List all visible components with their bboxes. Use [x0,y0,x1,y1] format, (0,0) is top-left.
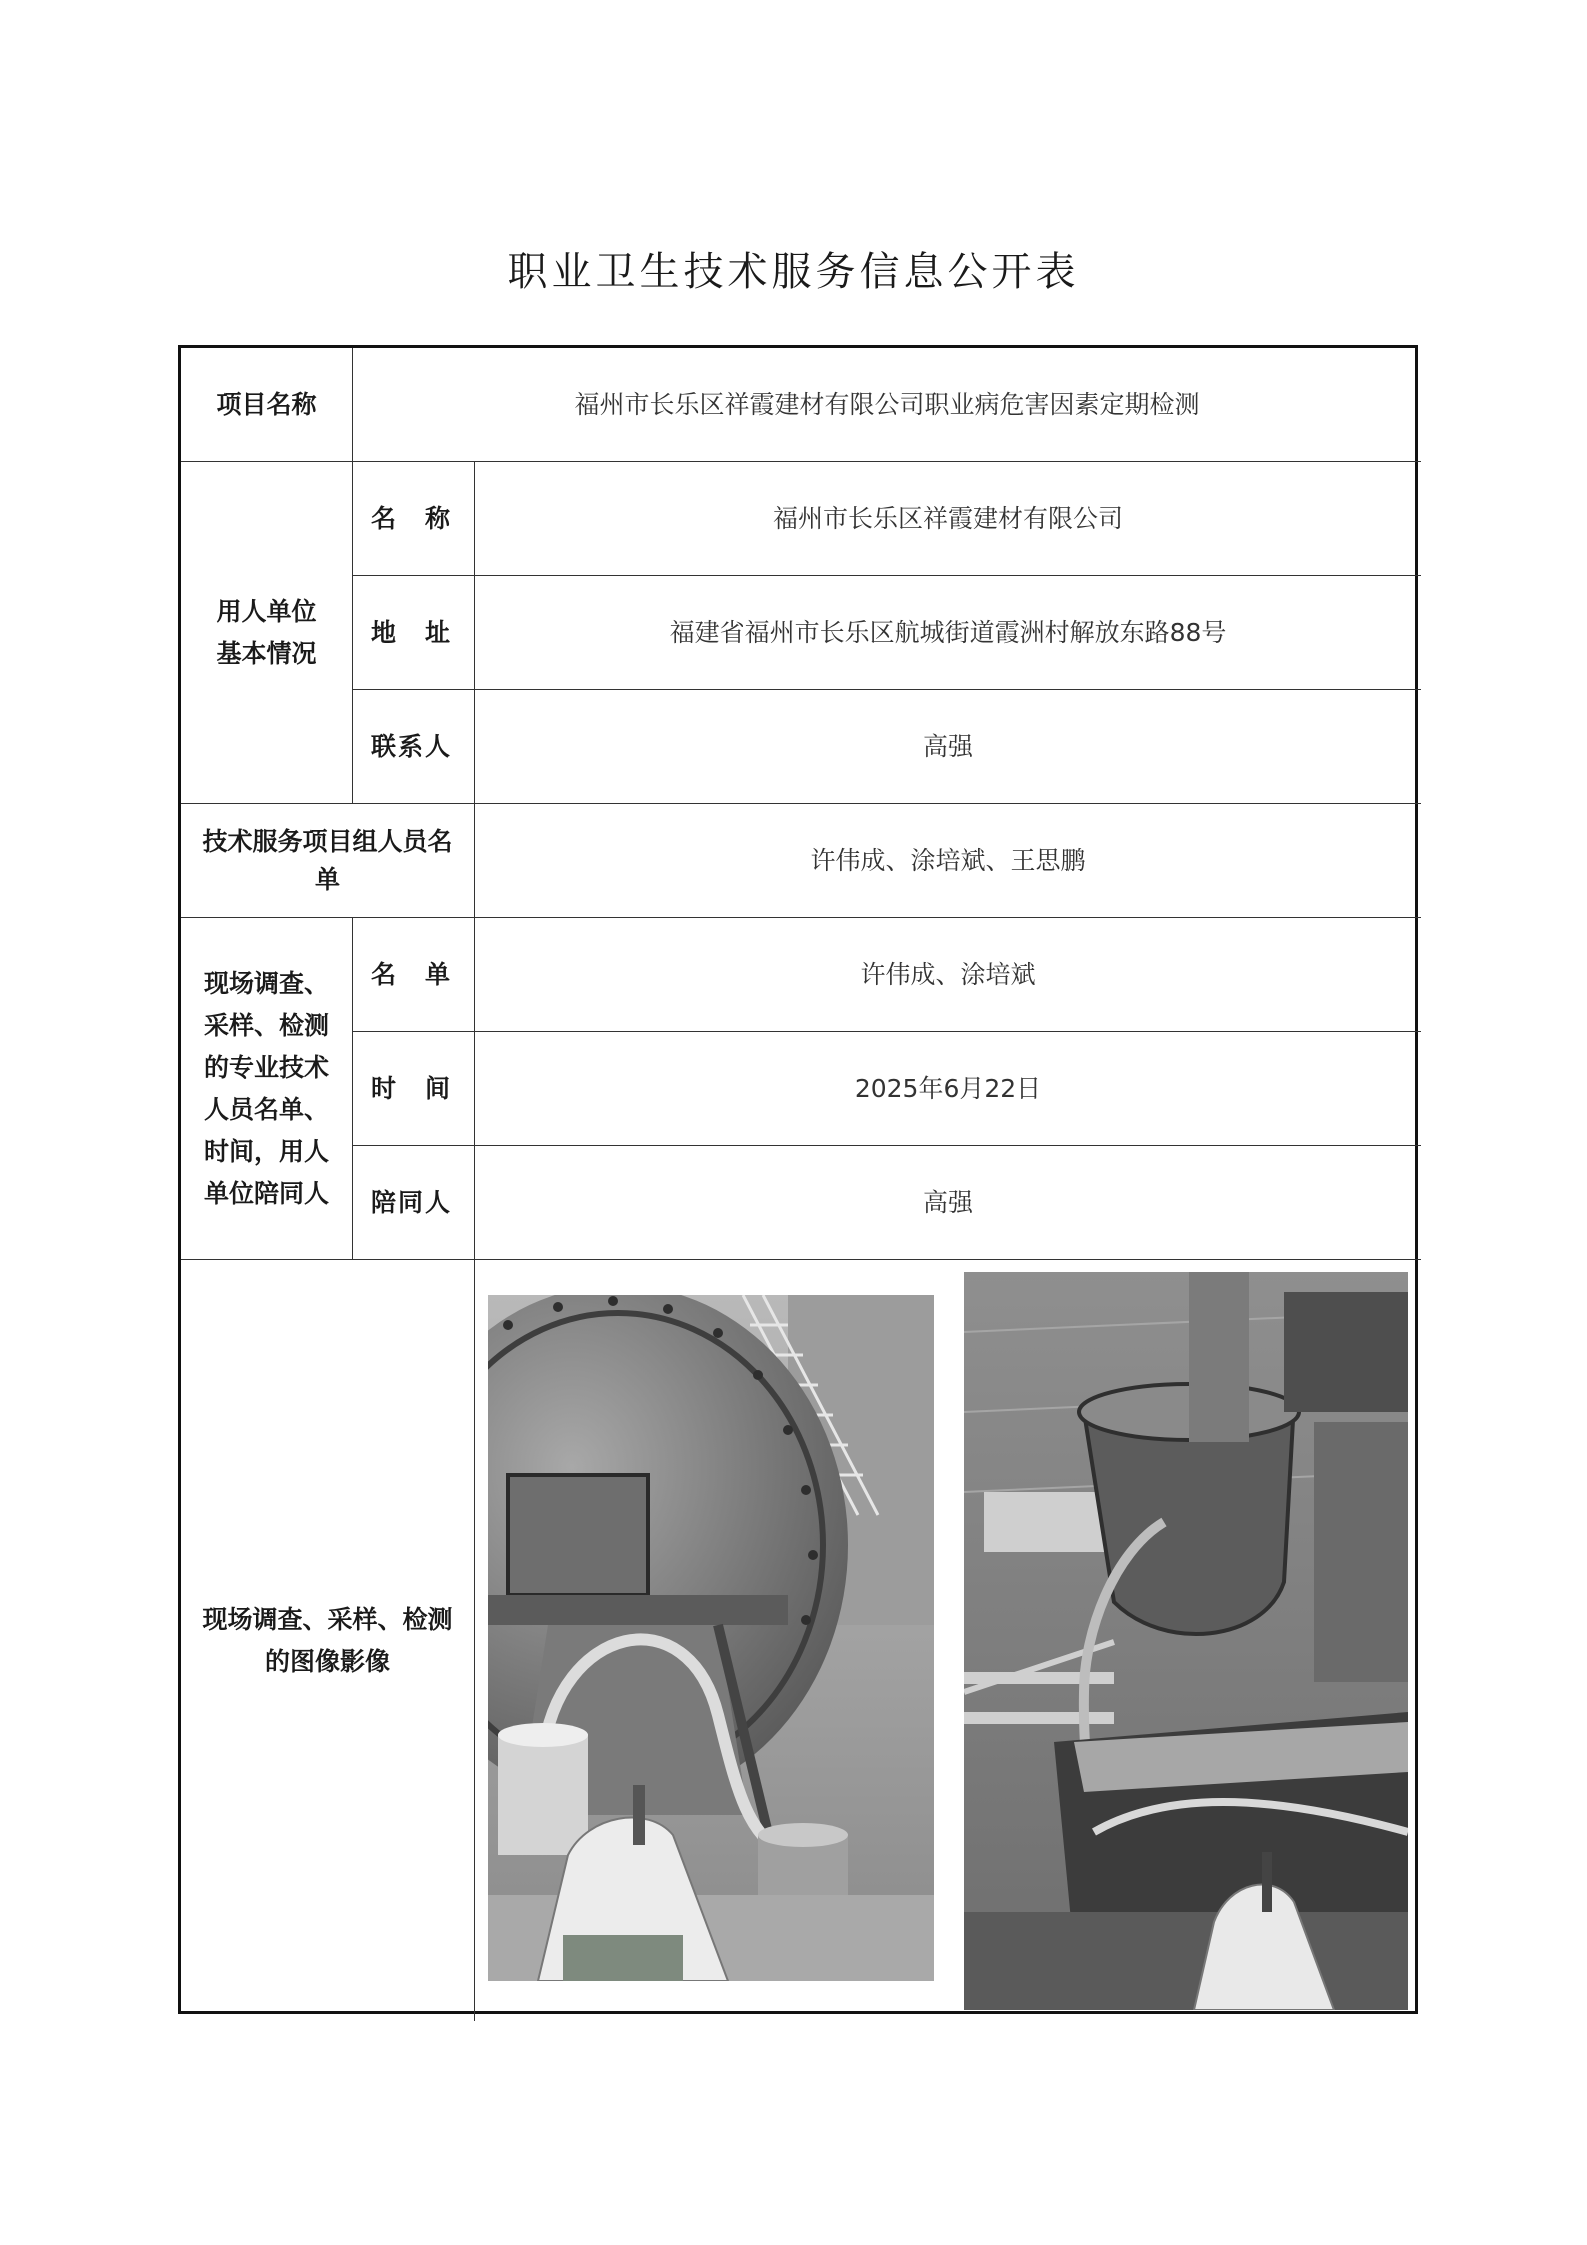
project-name-label: 项目名称 [181,348,353,462]
mixer-photo-graphic [964,1272,1408,2010]
employer-address-label: 地 址 [353,576,475,690]
page-title: 职业卫生技术服务信息公开表 [507,249,1080,295]
onsite-time-value: 2025年6月22日 [475,1032,1421,1146]
onsite-list-value: 许伟成、涂培斌 [475,918,1421,1032]
images-label-text: 现场调查、采样、检测的图像影像 [202,1604,453,1676]
images-cell [475,1260,1421,2021]
info-table [178,345,1418,2014]
employer-name-value: 福州市长乐区祥霞建材有限公司 [475,462,1421,576]
employer-address-value: 福建省福州市长乐区航城街道霞洲村解放东路88号 [475,576,1421,690]
images-label [181,1260,475,2021]
onsite-escort-value: 高强 [475,1146,1421,1260]
employer-contact-label: 联系人 [353,690,475,804]
project-name-value: 福州市长乐区祥霞建材有限公司职业病危害因素定期检测 [353,348,1421,462]
site-photo-ball-mill [488,1295,934,1981]
onsite-time-label: 时 间 [353,1032,475,1146]
employer-contact-value: 高强 [475,690,1421,804]
employer-label-text: 用人单位基本情况 [216,596,317,668]
team-label [181,804,475,918]
onsite-label-text: 现场调查、采样、检测的专业技术人员名单、时间，用人单位陪同人 [203,968,329,1208]
onsite-label [181,918,353,1260]
team-label-text: 技术服务项目组人员名单 [202,826,453,894]
ball-mill-photo-graphic [488,1295,934,1981]
site-photo-mixer [964,1272,1408,2010]
employer-label [181,462,353,804]
employer-name-label: 名 称 [353,462,475,576]
onsite-escort-label: 陪同人 [353,1146,475,1260]
onsite-list-label: 名 单 [353,918,475,1032]
team-value: 许伟成、涂培斌、王思鹏 [475,804,1421,918]
